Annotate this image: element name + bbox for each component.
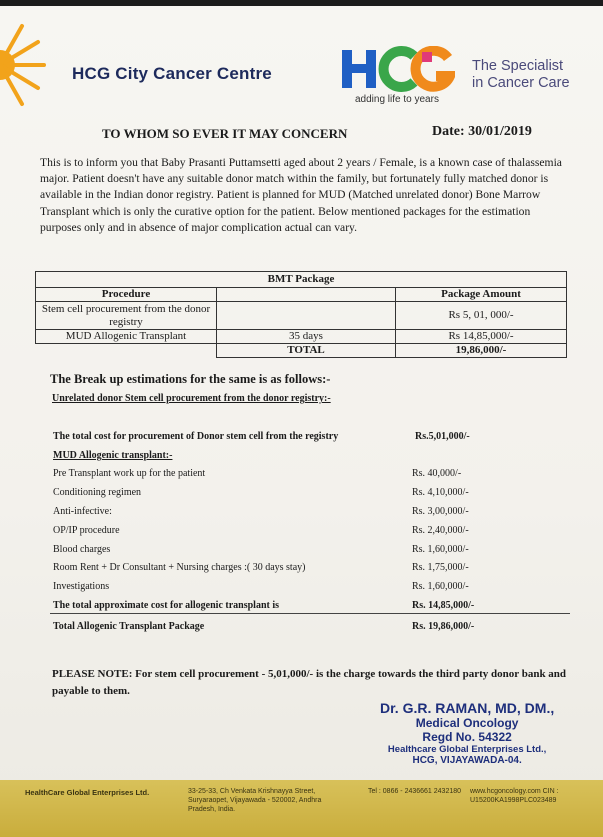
unrelated-heading: Unrelated donor Stem cell procurement from the donor registry:-	[52, 393, 331, 404]
amount-cell: Rs 5, 01, 000/-	[396, 302, 567, 330]
footer-address: 33-25-33, Ch Venkata Krishnayya Street, Suryaraopet, Vijayawada - 520002, Andhra Pradesh, India.	[188, 788, 322, 813]
stamp-line-2: Medical Oncology	[415, 716, 519, 730]
breakup-item-amount: Rs. 40,000/-	[412, 468, 462, 479]
total-row	[36, 344, 567, 358]
hcg-logo-icon	[340, 46, 455, 96]
specialist-tagline	[472, 58, 570, 92]
amount-cell: Rs 14,85,000/-	[396, 330, 567, 344]
breakup-item-label: Pre Transplant work up for the patient	[53, 468, 206, 479]
letter-date: Date: 30/01/2019	[432, 124, 532, 139]
footer-web: www.hcgoncology.com CIN : U15200KA1998PLC023489	[470, 788, 559, 804]
stamp-line-4: Healthcare Global Enterprises Ltd.,	[387, 744, 547, 755]
package-total-label: Total Allogenic Transplant Package	[53, 621, 205, 632]
procedure-cell: MUD Allogenic Transplant	[36, 330, 217, 344]
col-procedure: Procedure	[36, 288, 217, 302]
breakup-item-amount: Rs. 1,60,000/-	[412, 581, 469, 592]
footer-bar	[0, 780, 603, 837]
stamp-line-3: Regd No. 54322	[422, 730, 512, 744]
breakup-item-label: Blood charges	[53, 544, 111, 555]
allogenic-total-amount: Rs. 14,85,000/-	[412, 600, 475, 611]
doctor-stamp	[380, 700, 554, 766]
top-border	[0, 0, 603, 6]
hospital-name: HCG City Cancer Centre	[72, 64, 272, 83]
table-row	[36, 302, 567, 330]
procedure-cell: Stem cell procurement from the donor registry	[36, 302, 217, 330]
breakup-item-label: Room Rent + Dr Consultant + Nursing charges :( 30 days stay)	[53, 562, 306, 573]
allogenic-total-label: The total approximate cost for allogenic transplant is	[53, 600, 280, 611]
stamp-line-5: HCG, VIJAYAWADA-04.	[412, 755, 522, 766]
breakup-item-label: Investigations	[53, 581, 110, 592]
divider	[50, 613, 570, 614]
total-amount: 19,86,000/-	[396, 344, 567, 358]
breakup-item-amount: Rs. 1,60,000/-	[412, 544, 469, 555]
footer-phone: Tel : 0866 - 2436661 2432180	[368, 788, 462, 795]
col-amount: Package Amount	[396, 288, 567, 302]
mud-heading: MUD Allogenic transplant:-	[53, 450, 173, 461]
breakup-title: The Break up estimations for the same is as follows:-	[50, 372, 331, 386]
breakup-item-label: Conditioning regimen	[53, 487, 142, 498]
breakup-item-amount: Rs. 4,10,000/-	[412, 487, 469, 498]
specialist-line-2: in Cancer Care	[472, 75, 570, 91]
intro-paragraph: This is to inform you that Baby Prasanti Puttamsetti aged about 2 years / Female, is a known case of thalassemia major. Patient doesn't have any suitable donor match within the family, but fortunately fully matched donor is available in the Indian donor registry. Patient is planned for MUD (Matched unrelated donor) Bone Marrow Transplant which is only the curative option for the patient. Below mentioned packages for the estimation purposes only and in absence of major complication actual can vary.	[40, 156, 562, 234]
footer-company: HealthCare Global Enterprises Ltd.	[25, 788, 150, 797]
duration-cell	[217, 302, 396, 330]
breakup-item-amount: Rs. 3,00,000/-	[412, 506, 469, 517]
total-label: TOTAL	[217, 344, 396, 358]
logo-tagline: adding life to years	[355, 94, 439, 105]
package-total-amount: Rs. 19,86,000/-	[412, 621, 475, 632]
letter-heading: TO WHOM SO EVER IT MAY CONCERN	[102, 126, 348, 141]
breakup-item-amount: Rs. 2,40,000/-	[412, 525, 469, 536]
registry-label: The total cost for procurement of Donor stem cell from the registry	[53, 431, 339, 442]
sun-logo-icon	[0, 20, 56, 110]
breakup-item-amount: Rs. 1,75,000/-	[412, 562, 469, 573]
doctor-name: Dr. G.R. RAMAN, MD, DM.,	[380, 700, 555, 716]
breakup-item-label: OP/IP procedure	[53, 525, 120, 536]
table-title: BMT Package	[36, 272, 567, 288]
table-row	[36, 330, 567, 344]
specialist-line-1: The Specialist	[472, 58, 564, 74]
registry-amount: Rs.5,01,000/-	[415, 431, 470, 442]
breakup-item-label: Anti-infective:	[53, 506, 112, 517]
bmt-package-table	[35, 271, 567, 358]
note-paragraph: PLEASE NOTE: For stem cell procurement - 5,01,000/- is the charge towards the third party donor bank and payable to them.	[52, 668, 567, 697]
duration-cell: 35 days	[217, 330, 396, 344]
